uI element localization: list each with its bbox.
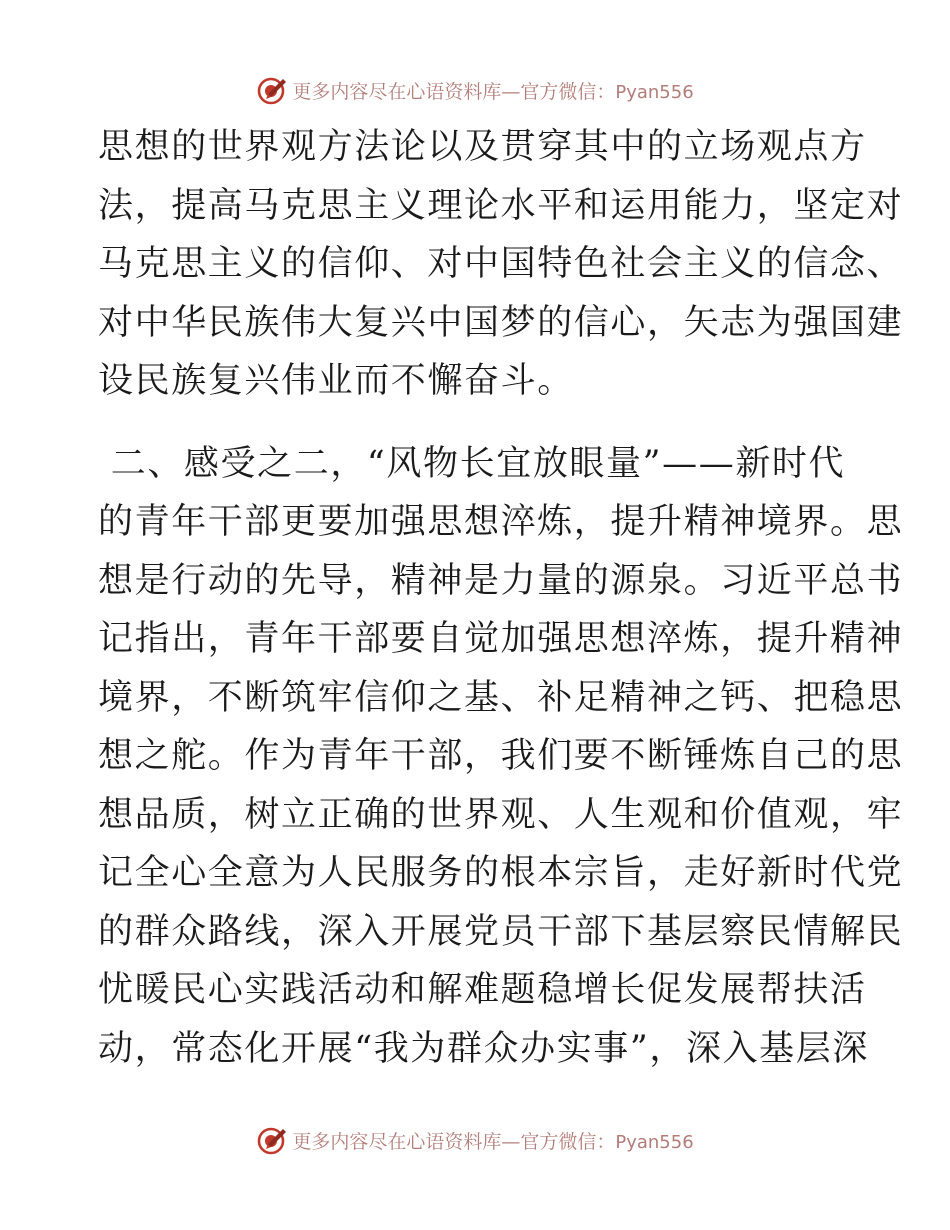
text-line: 法，提高马克思主义理论水平和运用能力，坚定对: [98, 185, 904, 226]
text-line: 想品质，树立正确的世界观、人生观和价值观，牢: [98, 794, 904, 835]
footer-banner: [0, 1120, 950, 1160]
banner-cn-text: 更多内容尽在心语资料库—官方微信：: [292, 80, 616, 103]
pen-logo-icon: [256, 1124, 288, 1156]
text-line: 想是行动的先导，精神是力量的源泉。习近平总书: [98, 560, 904, 601]
text-line: 马克思主义的信仰、对中国特色社会主义的信念、: [98, 244, 904, 284]
text-line: 记全心全意为人民服务的根本宗旨，走好新时代党: [98, 853, 904, 893]
header-banner: [0, 70, 950, 110]
banner-text: [292, 1127, 693, 1154]
text-line: 的青年干部更要加强思想淬炼，提升精神境界。思: [98, 502, 904, 542]
paragraph-1: [98, 118, 904, 411]
text-line: 思想的世界观方法论以及贯穿其中的立场观点方: [98, 127, 867, 167]
paragraph-gap: [98, 411, 858, 435]
paragraph-2: [98, 435, 904, 1079]
text-line: 对中华民族伟大复兴中国梦的信心，矢志为强国建: [98, 302, 904, 343]
text-line: 想之舵。作为青年干部，我们要不断锤炼自己的思: [98, 736, 904, 776]
text-line: 的群众路线，深入开展党员干部下基层察民情解民: [98, 911, 904, 952]
banner-cn-text: 更多内容尽在心语资料库—官方微信：: [292, 1130, 616, 1153]
text-line: 设民族复兴伟业而不懈奋斗。: [98, 361, 574, 401]
document-body: [98, 118, 904, 1078]
pen-logo-icon: [256, 74, 288, 106]
text-line: 动，常态化开展“我为群众办实事”，深入基层深: [98, 1028, 869, 1069]
text-line: 境界，不断筑牢信仰之基、补足精神之钙、把稳思: [98, 677, 904, 718]
banner-text: [292, 77, 693, 104]
banner-wechat-id: Pyan556: [615, 1131, 694, 1153]
text-line: 记指出，青年干部要自觉加强思想淬炼，提升精神: [98, 619, 904, 659]
text-line: 二、感受之二，“风物长宜放眼量”——新时代: [98, 443, 846, 484]
banner-wechat-id: Pyan556: [615, 81, 694, 103]
text-line: 忧暖民心实践活动和解难题稳增长促发展帮扶活: [98, 970, 867, 1010]
